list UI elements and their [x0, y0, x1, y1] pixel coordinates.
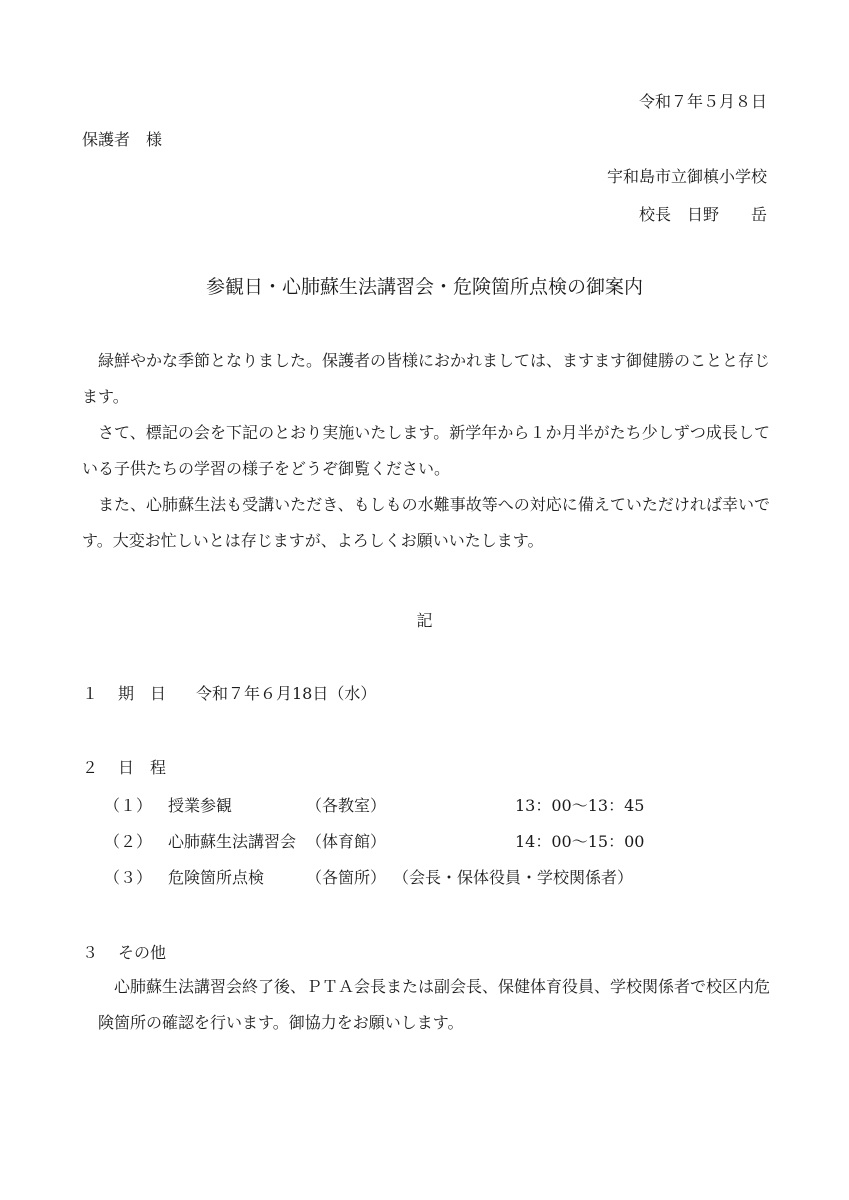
schedule-note: （会長・保体役員・学校関係者） [393, 868, 634, 887]
body-paragraph-3: また、心肺蘇生法も受講いただき、もしもの水難事故等への対応に備えていただければ幸いです。大変お忙しいとは存じますが、よろしくお願いいたします。 [82, 495, 770, 550]
school-name: 宇和島市立御槙小学校 [606, 167, 767, 186]
ki-heading: 記 [416, 611, 433, 630]
schedule-num: （１） [104, 796, 153, 815]
schedule-place: （各教室） [306, 796, 387, 815]
schedule-place: （各箇所） [306, 868, 387, 887]
schedule-event: 授業参観 [168, 796, 233, 815]
section3-number: ３ [82, 943, 99, 962]
page-title: 参観日・心肺蘇生法講習会・危険箇所点検の御案内 [205, 276, 643, 298]
section3-label: その他 [118, 943, 167, 962]
schedule-time: 13：00〜13：45 [515, 796, 645, 815]
section2-label: 日 程 [118, 758, 167, 777]
section1-label: 期 日 [118, 684, 167, 703]
schedule-event: 心肺蘇生法講習会 [168, 832, 297, 851]
schedule-place: （体育館） [306, 832, 387, 851]
schedule-time: 14：00〜15：00 [515, 832, 645, 851]
section1-number: １ [82, 684, 99, 703]
date: 令和７年５月８日 [638, 92, 767, 111]
schedule-event: 危険箇所点検 [168, 868, 265, 887]
body-paragraph-2: さて、標記の会を下記のとおり実施いたします。新学年から１か月半がたち少しずつ成長している子供たちの学習の様子をどうぞ御覧ください。 [82, 423, 770, 478]
body-paragraph-1: 緑鮮やかな季節となりました。保護者の皆様におかれましては、ますます御健勝のことと存じます。 [82, 351, 771, 406]
principal-name: 校長 日野 岳 [638, 205, 767, 224]
section2-number: ２ [82, 758, 99, 777]
recipient: 保護者 様 [82, 130, 163, 149]
section1-value: 令和７年６月18日（水） [196, 684, 377, 703]
section3-text: 心肺蘇生法講習会終了後、ＰＴＡ会長または副会長、保健体育役員、学校関係者で校区内危険箇所の確認を行います。御協力をお願いします。 [98, 977, 771, 1032]
schedule-num: （２） [104, 832, 153, 851]
schedule-num: （３） [104, 868, 153, 887]
